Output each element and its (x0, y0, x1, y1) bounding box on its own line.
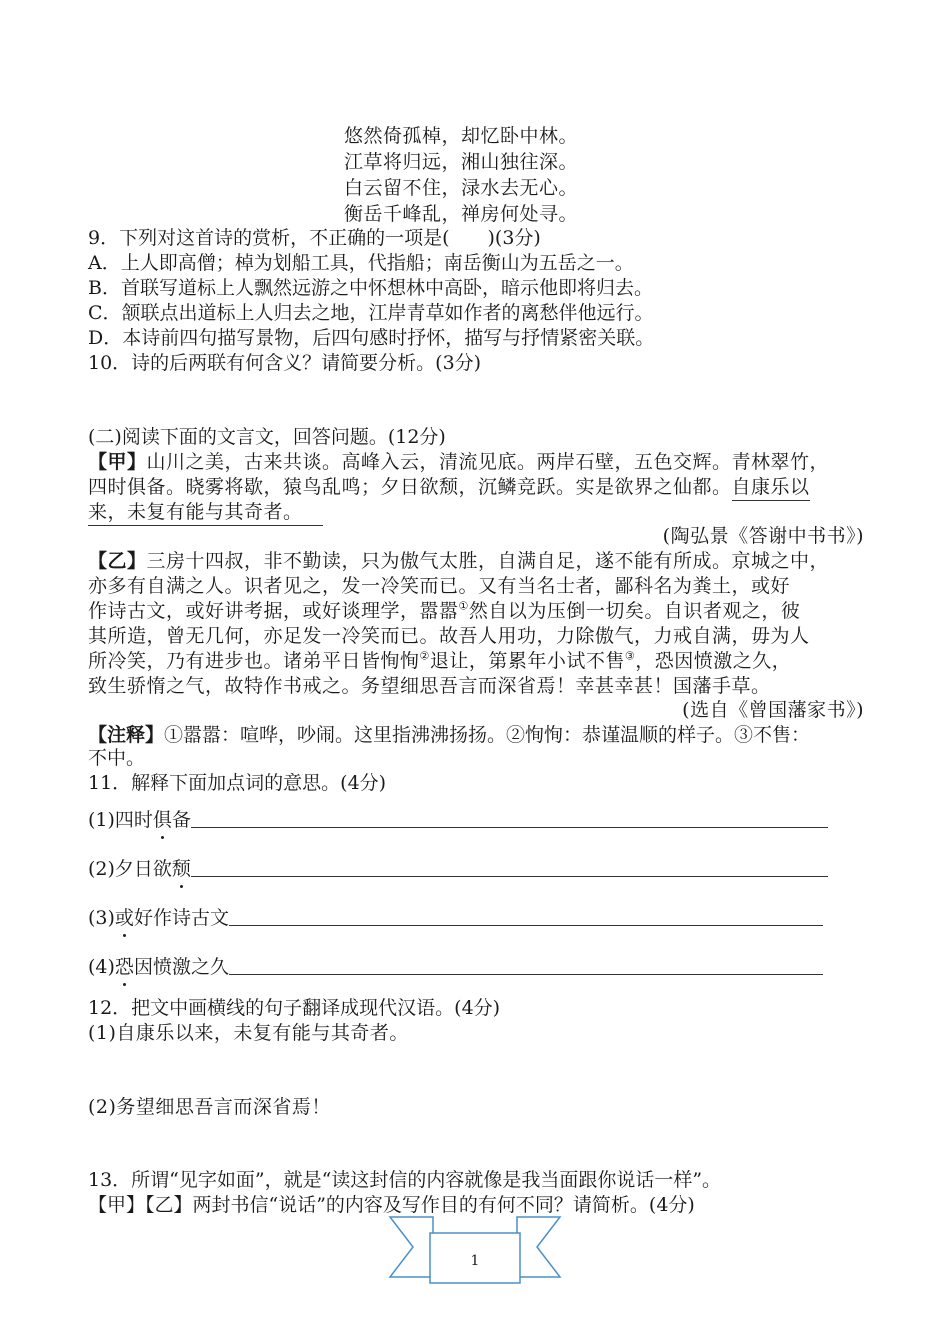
q11-item-1 (88, 808, 828, 832)
q11-item-4 (88, 955, 823, 979)
q11-item-4-pre: (4) (88, 956, 115, 978)
q12-sentence-1: (1)自康乐以来，未复有能与其奇者。 (88, 1022, 409, 1044)
q12-sentence-2: (2)务望细思吾言而深省焉！ (88, 1096, 331, 1118)
section2-heading: (二)阅读下面的文言文，回答问题。(12分) (88, 426, 446, 448)
q9-option-d: D．本诗前四句描写景物，后四句感时抒怀，描写与抒情紧密关联。 (88, 327, 655, 349)
note-line-1 (88, 723, 810, 747)
q13-line-1: 13．所谓“见字如面”，就是“读这封信的内容就像是我当面跟你说话一样”。 (88, 1169, 722, 1191)
jia-text-2: 四时俱备。晓雾将歇，猿鸟乱鸣；夕日欲颓，沉鳞竞跃。实是欲界之仙都。 (88, 476, 732, 498)
q11-item-3-dotted: 或 (114, 907, 134, 929)
q9-option-b: B．首联写道标上人飘然远游之中怀想林中高卧，暗示他即将归去。 (88, 277, 653, 299)
q11-item-1-dotted: 俱 (152, 809, 172, 831)
jia-underlined-1: 自康乐以 (732, 476, 810, 501)
note-line-2: 不中。 (88, 747, 146, 769)
q9-option-c: C．颔联点出道标上人归去之地，江岸青草如作者的离愁伴他远行。 (88, 302, 654, 324)
q11-item-3 (88, 906, 823, 930)
q11-stem: 11．解释下面加点词的意思。(4分) (88, 772, 387, 794)
footer-ribbon (385, 1195, 565, 1285)
footnote-ref-1: ① (458, 599, 469, 613)
jia-text-1: 山川之美，古来共谈。高峰入云，清流见底。两岸石壁，五色交辉。青林翠竹， (146, 451, 830, 473)
yi-tag: 【乙】 (88, 550, 147, 572)
yi-line-5 (88, 649, 791, 673)
note-text-1: ①嚣嚣：喧哗，吵闹。这里指沸沸扬扬。②恂恂：恭谨温顺的样子。③不售： (164, 724, 811, 746)
yi-text-5c: ，恐因愤激之久， (635, 650, 792, 672)
yi-text-1: 三房十四叔，非不勤读，只为傲气太胜，自满自足，遂不能有所成。京城之中， (146, 550, 830, 572)
q9-option-a: A．上人即高僧；棹为划船工具，代指船；南岳衡山为五岳之一。 (88, 252, 634, 274)
q11-item-3-pre: (3) (88, 907, 115, 929)
jia-line-3 (88, 500, 323, 524)
jia-line-2 (88, 475, 810, 499)
poem-line-1: 悠然倚孤棹，却忆卧中林。 (344, 125, 579, 147)
q11-answer-line-3[interactable] (229, 907, 823, 926)
q11-item-4-dotted: 恐 (114, 956, 134, 978)
q11-answer-line-2[interactable] (191, 858, 828, 877)
q11-item-2-pre: (2)夕日欲 (88, 858, 172, 880)
q12-stem: 12．把文中画横线的句子翻译成现代汉语。(4分) (88, 997, 501, 1019)
footnote-ref-2: ② (419, 649, 430, 663)
yi-text-3b: 然自以为压倒一切矣。自识者观之，彼 (468, 600, 801, 622)
yi-line-3 (88, 599, 800, 623)
q10-stem: 10．诗的后两联有何含义？请简要分析。(3分) (88, 352, 482, 374)
yi-text-3a: 作诗古文，或好讲考据，或好谈理学，嚣嚣 (88, 600, 459, 622)
yi-line-1 (88, 549, 829, 573)
q11-answer-line-1[interactable] (191, 809, 828, 828)
poem-line-2: 江草将归远，湘山独往深。 (344, 151, 579, 173)
q11-answer-line-4[interactable] (229, 956, 823, 975)
jia-underlined-2: 来，未复有能与其奇者。 (88, 501, 323, 526)
yi-text-5a: 所冷笑，乃有进步也。诸弟平日皆恂恂 (88, 650, 420, 672)
jia-source: (陶弘景《答谢中书书》) (662, 525, 864, 547)
jia-line-1 (88, 450, 829, 474)
poem-line-4: 衡岳千峰乱，禅房何处寻。 (344, 203, 579, 225)
q11-item-2 (88, 857, 828, 881)
q9-stem: 9．下列对这首诗的赏析，不正确的一项是( )(3分) (88, 227, 541, 249)
note-tag: 【注释】 (88, 724, 165, 746)
q11-item-1-post: 备 (171, 809, 191, 831)
yi-line-2: 亦多有自满之人。识者见之，发一冷笑而已。又有当名士者，鄙科名为粪土，或好 (88, 575, 791, 597)
yi-source: (选自《曾国藩家书》) (682, 699, 864, 721)
footnote-ref-3: ③ (624, 649, 636, 663)
yi-text-5b: 退让，第累年小试不售 (429, 650, 625, 672)
page-number: 1 (470, 1253, 480, 1269)
q11-item-2-dotted: 颓 (171, 858, 191, 880)
q11-item-4-post: 因愤激之久 (133, 956, 229, 978)
poem-line-3: 白云留不住，渌水去无心。 (344, 177, 579, 199)
yi-line-6: 致生骄惰之气，故特作书戒之。务望细思吾言而深省焉！幸甚幸甚！国藩手草。 (88, 675, 771, 697)
q11-item-3-post: 好作诗古文 (133, 907, 229, 929)
q11-item-1-pre: (1)四时 (88, 809, 153, 831)
yi-line-4: 其所造，曾无几何，亦足发一冷笑而已。故吾人用功，力除傲气，力戒自满，毋为人 (88, 625, 810, 647)
jia-tag: 【甲】 (88, 451, 147, 473)
q13-line-2: 【甲】【乙】两封书信“说话”的内容及写作目的有何不同？请简析。(4分) (88, 1194, 695, 1216)
